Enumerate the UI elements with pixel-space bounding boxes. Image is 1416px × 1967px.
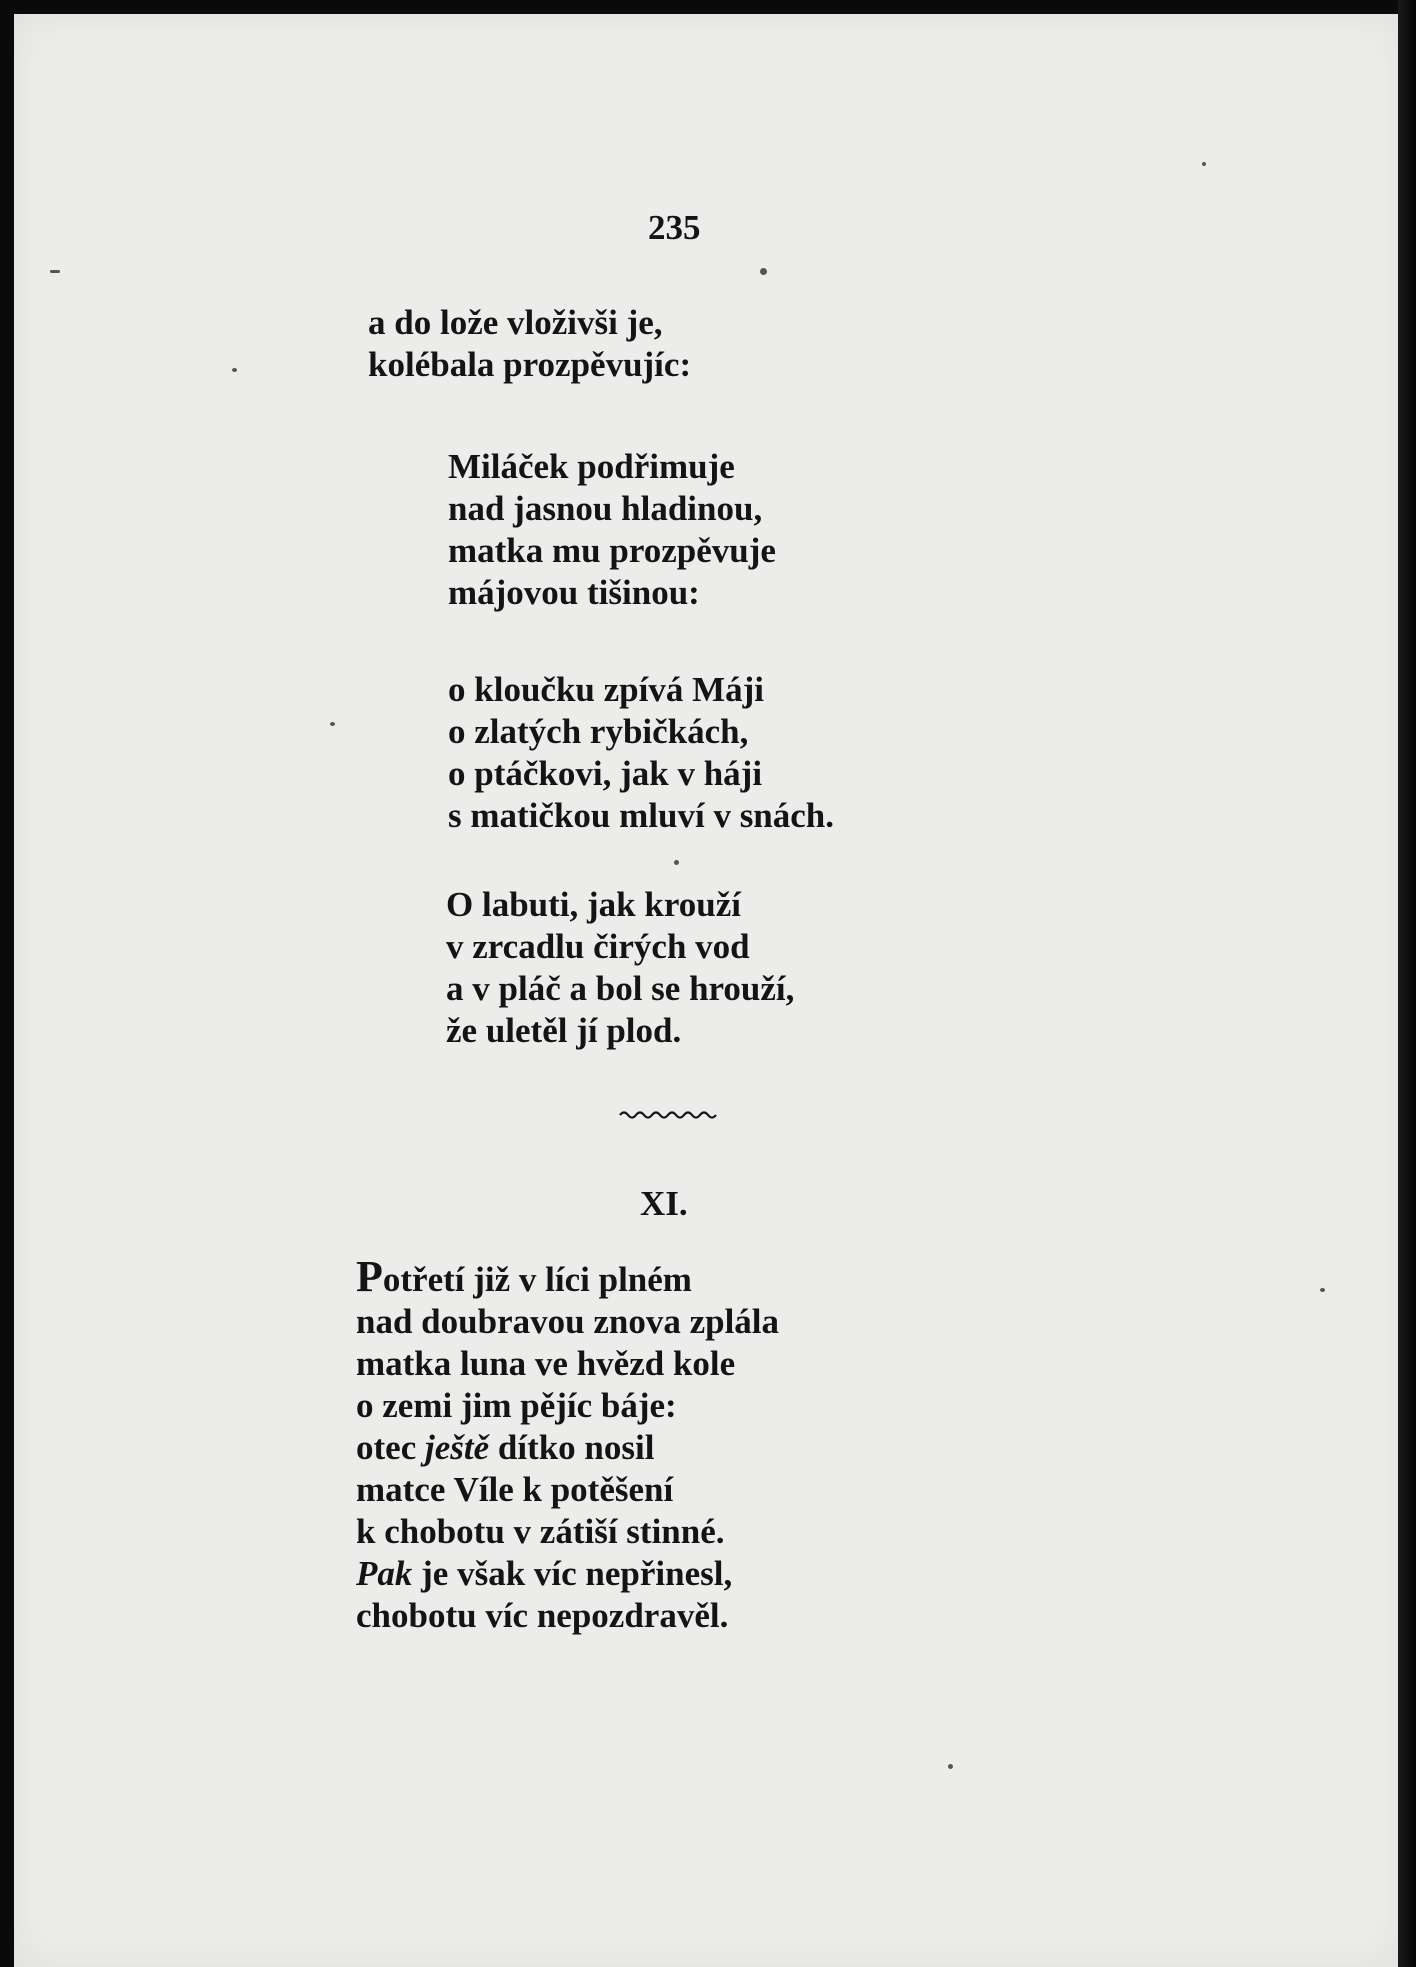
verse-line: že uletěl jí plod. <box>446 1011 682 1050</box>
section-heading: XI. <box>640 1184 688 1223</box>
scan-speck <box>948 1764 953 1769</box>
verse-line <box>356 1553 779 1595</box>
verse-line: k chobotu v zátiší stinné. <box>356 1512 725 1551</box>
scan-speck <box>232 368 237 372</box>
opening-lines <box>368 302 691 386</box>
verse-line: matka mu prozpěvuje <box>448 531 776 570</box>
verse-line: matka luna ve hvězd kole <box>356 1344 736 1383</box>
stanza-3 <box>446 884 794 1052</box>
verse-text: otec <box>356 1428 425 1467</box>
verse-line: o kloučku zpívá Máji <box>448 670 765 709</box>
verse-line: nad doubravou znova zplála <box>356 1302 780 1341</box>
verse-line: o zlatých rybičkách, <box>448 712 749 751</box>
verse-line: chobotu víc nepozdravěl. <box>356 1596 729 1635</box>
verse-line: matce Víle k potěšení <box>356 1470 674 1509</box>
scan-speck <box>760 268 767 275</box>
scan-speck <box>1202 162 1206 166</box>
verse-line: o zemi jim pějíc báje: <box>356 1386 677 1425</box>
verse-line: kolébala prozpěvujíc: <box>368 345 692 384</box>
wavy-divider-ornament <box>618 1108 718 1122</box>
verse-line: o ptáčkovi, jak v háji <box>448 754 763 793</box>
verse-line <box>356 1252 779 1301</box>
page-number: 235 <box>648 208 701 247</box>
verse-line: Miláček podřimuje <box>448 447 735 486</box>
page-edge-shadow <box>1398 0 1416 1967</box>
section-xi-stanza <box>356 1252 780 1637</box>
verse-line: s matičkou mluví v snách. <box>448 796 835 835</box>
verse-line: a v pláč a bol se hrouží, <box>446 969 795 1008</box>
scan-speck <box>330 722 335 726</box>
italic-text: Pak <box>356 1554 413 1593</box>
verse-line: nad jasnou hladinou, <box>448 489 763 528</box>
stanza-2 <box>448 669 834 837</box>
scan-speck <box>1320 1288 1325 1292</box>
verse-line: v zrcadlu čirých vod <box>446 927 750 966</box>
verse-text: je však víc nepřinesl, <box>412 1554 733 1593</box>
verse-line: a do lože vloživši je, <box>368 303 663 342</box>
drop-cap: P <box>356 1252 383 1301</box>
verse-line: O labuti, jak krouží <box>446 885 741 924</box>
verse-text: otřetí již v líci plném <box>382 1260 692 1299</box>
verse-line: májovou tišinou: <box>448 573 700 612</box>
verse-line <box>356 1427 779 1469</box>
italic-text: ještě <box>424 1428 490 1467</box>
stanza-1 <box>448 446 776 614</box>
verse-text: dítko nosil <box>489 1428 655 1467</box>
scan-speck <box>674 860 679 865</box>
scan-speck <box>50 270 60 273</box>
